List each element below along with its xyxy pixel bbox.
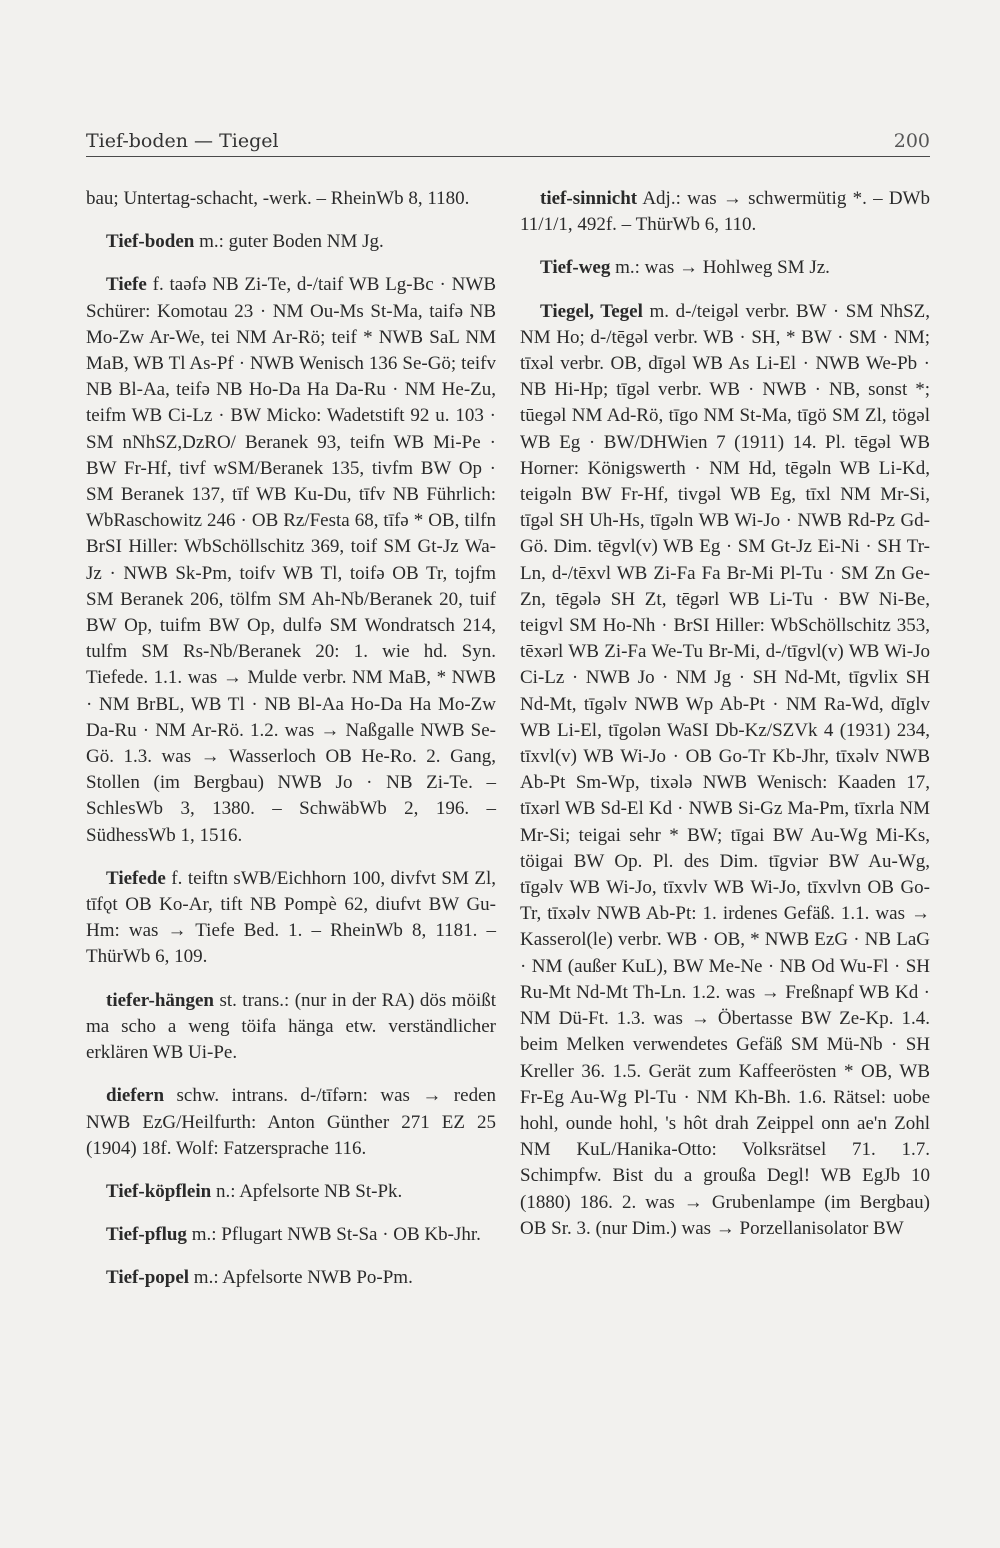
- dictionary-entry: [86, 229, 496, 255]
- dictionary-entry: [86, 272, 496, 848]
- entry-text: f. taəfə NB Zi-Te, d-/taif WB Lg-Bc · NWB Schürer: Komotau 23 · NM Ou-Ms St-Ma, taifə NB Mo-Zw Ar-We, tei NM Ar-Rö; teif * NWB SaL NM MaB, WB Tl As-Pf · NWB Wenisch 136 Se-Gö; teifv NB Bl-Aa, teifə NB Ho-Da Ha Da-Ru · NM He-Zu, teifm WB Ci-Lz · BW Micko: Wadetstift 92 u. 103 · SM nNhSZ,DzRO/ Beranek 93, teifn WB Mi-Pe · BW Fr-Hf, tivf wSM/Beranek 135, tivfm BW Op · SM Beranek 137, tīf WB Ku-Du, tīfv NB Führlich: WbRaschowitz 246 · OB Rz/Festa 68, tīfə * OB, tilfn BrSI Hiller: WbSchöllschitz 369, toif SM Gt-Jz Wa-Jz · NWB Sk-Pm, toifv WB Tl, toifə OB Tr, tojfm SM Beranek 206, tölfm SM Ah-Nb/Beranek 20, tuif BW Op, tuifm BW Op, dulfə SM Wondratsch 214, tulfm SM Rs-Nb/Beranek 20: 1. wie hd. Syn. Tiefede. 1.1. was → Mulde verbr. NM MaB, * NWB · NM BrBL, WB Tl · NB Bl-Aa Ho-Da Ha Mo-Zw Da-Ru · NM Ar-Rö. 1.2. was → Naßgalle NWB Se-Gö. 1.3. was → Wasserloch OB He-Ro. 2. Gang, Stollen (im Bergbau) NWB Jo · NB Zi-Te. – SchlesWb 3, 1380. – SchwäbWb 2, 196. – SüdhessWb 1, 1516.: [86, 274, 497, 846]
- dictionary-entry: [520, 255, 930, 281]
- left-column: [86, 186, 496, 1309]
- entry-headword: Tief-boden: [106, 231, 195, 253]
- entry-headword: Tief-weg: [540, 257, 611, 279]
- right-column: [520, 186, 930, 1259]
- entry-headword: diefern: [106, 1085, 165, 1107]
- entry-text: m.: Pflugart NWB St-Sa · OB Kb-Jhr.: [191, 1224, 481, 1246]
- dictionary-entry: [86, 1179, 496, 1205]
- entry-headword: Tiefede: [106, 867, 166, 889]
- entry-text: bau; Untertag-schacht, -werk. – RheinWb 8, 1180.: [86, 188, 470, 209]
- entry-text: Adj.: was → schwermütig *. – DWb 11/1/1, 492f. – ThürWb 6, 110.: [520, 188, 930, 236]
- dictionary-entry: [86, 186, 496, 212]
- entry-text: n.: Apfelsorte NB St-Pk.: [215, 1180, 403, 1202]
- entry-text: st. trans.: (nur in der RA) dös möißt ma scho a weng töifa hänga etw. verständlicher erklären WB Ui-Pe.: [86, 989, 497, 1064]
- dictionary-entry: [520, 186, 930, 238]
- running-title: Tief-boden — Tiegel: [86, 130, 279, 152]
- entry-headword: Tief-popel: [106, 1267, 190, 1289]
- dictionary-entry: [86, 1265, 496, 1291]
- entry-headword: Tiegel, Tegel: [540, 300, 643, 322]
- dictionary-entry: [86, 1222, 496, 1248]
- entry-headword: tiefer-hängen: [106, 989, 214, 1011]
- running-header: [86, 126, 930, 157]
- entry-headword: Tief-pflug: [106, 1224, 187, 1246]
- page-number: 200: [893, 130, 930, 152]
- entry-text: m. d-/teigəl verbr. BW · SM NhSZ, NM Ho; d-/tēgəl verbr. WB · SH, * BW · SM · NM; tīxəl verbr. OB, dīgəl WB As Li-El · NWB We-Pb · NB Hi-Hp; tīgəl verbr. WB · NWB · NB, sonst *; tūegəl NM Ad-Rö, tīgo NM St-Ma, tīgö SM Zl, tögəl WB Eg · BW/DHWien 7 (1911) 14. Pl. tēgəl WB Horner: Königswerth · NM Hd, tēgəln WB Li-Kd, teigəln BW Fr-Hf, tivgəl WB Eg, tīxl NM Mr-Si, tīgəl SH Uh-Hs, tīgəln WB Wi-Jo · NWB Rd-Pz Gd-Gö. Dim. tēgvl(v) WB Eg · SM Gt-Jz Ei-Ni · SH Tr-Ln, d-/tēxvl WB Zi-Fa Fa Br-Mi Pl-Tu · SM Zn Ge-Zn, tēgələ SH Zt, tēgərl WB Li-Tu · BW Ni-Be, teigvl SM Ho-Nh · BrSI Hiller: WbSchöllschitz 353, tēxərl WB Zi-Fa We-Tu Br-Mi, d-/tīgvl(v) WB Wi-Jo Ci-Lz · NWB Jo · NM Jg · SH Nd-Mt, tīgvlix SH Nd-Mt, tīgəlv NWB Wp Ab-Pt · NM Ra-Wd, dīglv WB Li-El, tīgolən WaSI Db-Kz/SZVk 4 (1931) 234, tīxvl(v) WB Wi-Jo · OB Go-Tr Kb-Jhr, tīxəlv NWB Ab-Pt Sm-Wp, tixələ NWB Wenisch: Kaaden 17, tīxərl WB Sd-El Kd · NWB Si-Gz Ma-Pm, tīxrla NM Mr-Si; teigai sehr * BW; tīgai BW Au-Wg Mi-Ks, töigai BW Op. Pl. des Dim. tīgviər BW Au-Wg, tīgəlv WB Wi-Jo, tīxvlv WB Wi-Jo, tīxvlvn OB Go-Tr, tīxəlv NWB Ab-Pt: 1. irdenes Gefäß. 1.1. was → Kasserol(le) verbr. WB · OB, * NWB EzG · NB LaG · NM (außer KuL), BW Me-Ne · NB Od Wu-Fl · SH Ru-Mt Nd-Mt Th-Ln. 1.2. was → Freßnapf WB Kd · NM Dü-Ft. 1.3. was → Öbertasse BW Ze-Kp. 1.4. beim Melken verwendetes Gefäß SM Mü-Nb · SH Kreller 36. 1.5. Gerät zum Kaffeerösten * OB, WB Fr-Eg Au-Wg Pl-Tu · NM Kh-Bh. 1.6. Rätsel: uobe hohl, ounde hohl, 's hôt drah Zeippel onn ae'n Zohl NM KuL/Hanika-Otto: Volksrätsel 71. 1.7. Schimpfw. Bist du a groußa Degl! WB EgJb 10 (1880) 186. 2. was → Grubenlampe (im Bergbau) OB Sr. 3. (nur Dim.) was → Porzellanisolator BW: [520, 300, 931, 1239]
- dictionary-entry: [520, 299, 930, 1242]
- entry-headword: Tief-köpflein: [106, 1180, 212, 1202]
- entry-text: m.: was → Hohlweg SM Jz.: [615, 257, 830, 279]
- dictionary-entry: [86, 1083, 496, 1162]
- entry-headword: tief-sinnicht: [540, 188, 638, 209]
- entry-text: m.: Apfelsorte NWB Po-Pm.: [193, 1267, 413, 1289]
- dictionary-entry: [86, 866, 496, 971]
- entry-text: f. teiftn sWB/Eichhorn 100, divfvt SM Zl, tīfǫt OB Ko-Ar, tift NB Pompè 62, diufvt BW Gu-Hm: was → Tiefe Bed. 1. – RheinWb 8, 1181. – ThürWb 6, 109.: [86, 867, 497, 968]
- entry-headword: Tiefe: [106, 274, 147, 296]
- entry-text: schw. intrans. d-/tīfərn: was → reden NWB EzG/Heilfurth: Anton Günther 271 EZ 25 (1904) 18f. Wolf: Fatzersprache 116.: [86, 1085, 496, 1159]
- dictionary-entry: [86, 988, 496, 1067]
- entry-text: m.: guter Boden NM Jg.: [199, 231, 384, 253]
